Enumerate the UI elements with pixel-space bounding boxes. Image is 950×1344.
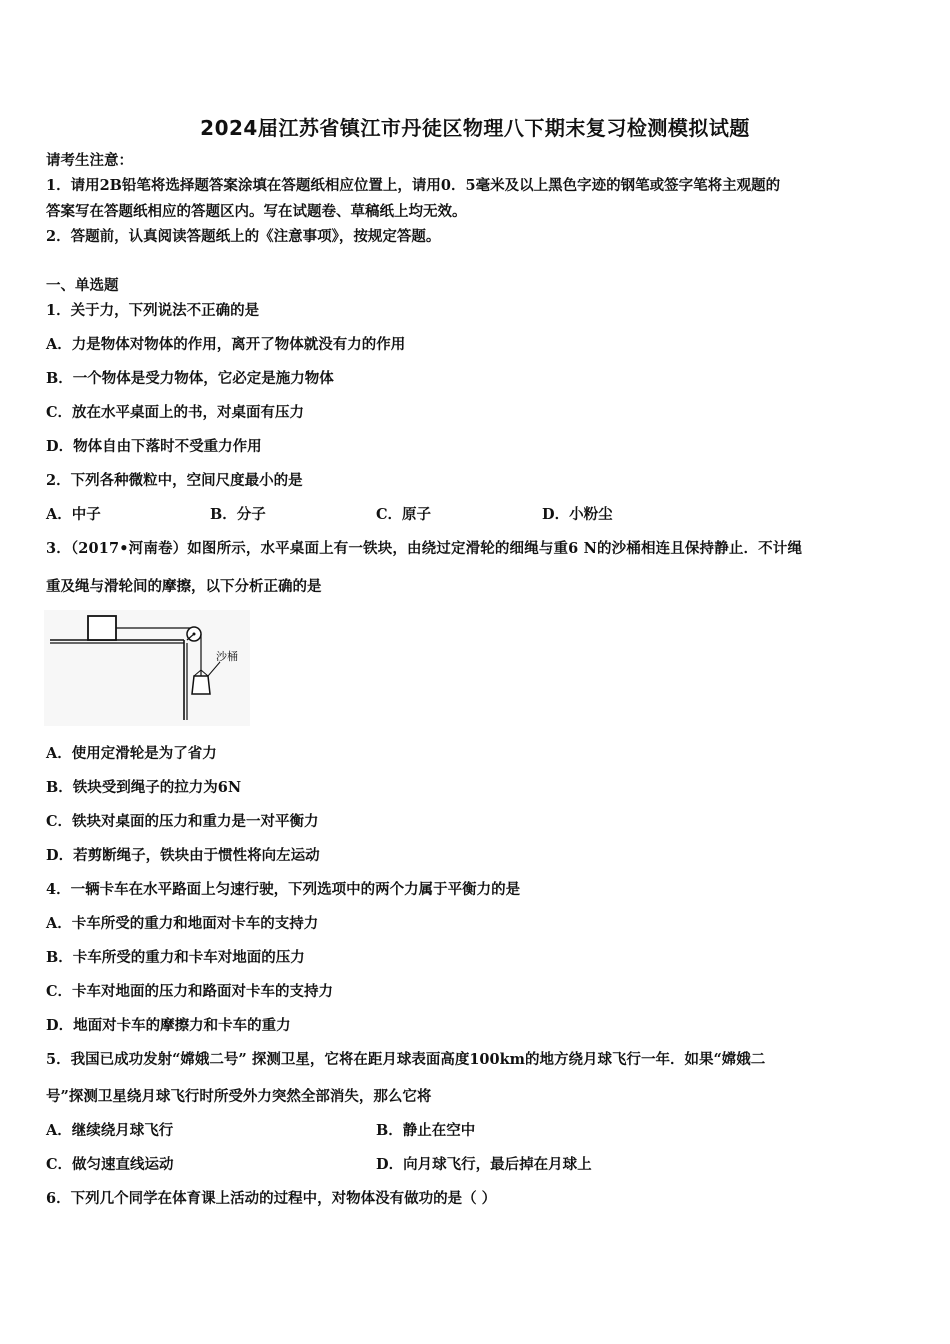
q4-option-b: B．卡车所受的重力和卡车对地面的压力 [46, 949, 305, 966]
q3-option-c: C．铁块对桌面的压力和重力是一对平衡力 [46, 813, 319, 830]
q3-option-a: A．使用定滑轮是为了省力 [46, 745, 217, 762]
q4-option-d: D．地面对卡车的摩擦力和卡车的重力 [46, 1017, 291, 1034]
notice-heading: 请考生注意： [46, 152, 133, 169]
iron-block [88, 616, 116, 640]
q1-stem: 1．关于力，下列说法不正确的是 [46, 302, 260, 319]
q1-option-d: D．物体自由下落时不受重力作用 [46, 438, 262, 455]
q2-option-a: A．中子 [46, 506, 101, 523]
q4-stem: 4．一辆卡车在水平路面上匀速行驶，下列选项中的两个力属于平衡力的是 [46, 881, 521, 898]
q2-stem: 2．下列各种微粒中，空间尺度最小的是 [46, 472, 303, 489]
q2-option-d: D．小粉尘 [542, 506, 613, 523]
q5-option-b: B．静止在空中 [376, 1122, 476, 1139]
q4-option-a: A．卡车所受的重力和地面对卡车的支持力 [46, 915, 319, 932]
notice-item-2: 2．答题前，认真阅读答题纸上的《注意事项》，按规定答题。 [46, 228, 441, 245]
q3-option-b: B．铁块受到绳子的拉力为6N [46, 779, 242, 796]
q3-stem-line-1: 3．（2017•河南卷）如图所示，水平桌面上有一铁块，由绕过定滑轮的细绳与重6 N的沙桶相连且保持静止．不计绳 [46, 540, 803, 557]
q3-stem-line-2: 重及绳与滑轮间的摩擦，以下分析正确的是 [46, 578, 322, 595]
sand-bucket [192, 676, 210, 694]
q5-stem-line-1: 5．我国已成功发射“嫦娥二号” 探测卫星，它将在距月球表面高度100km的地方绕月球飞行一年．如果“嫦娥二 [46, 1051, 766, 1068]
q5-option-c: C．做匀速直线运动 [46, 1156, 174, 1173]
q1-option-c: C．放在水平桌面上的书，对桌面有压力 [46, 404, 305, 421]
q4-option-c: C．卡车对地面的压力和路面对卡车的支持力 [46, 983, 334, 1000]
sand-bucket-label: 沙桶 [216, 650, 238, 663]
q2-option-c: C．原子 [376, 506, 432, 523]
q5-stem-line-2: 号”探测卫星绕月球飞行时所受外力突然全部消失，那么它将 [46, 1088, 432, 1105]
q1-option-a: A．力是物体对物体的作用，离开了物体就没有力的作用 [46, 336, 406, 353]
q3-option-d: D．若剪断绳子，铁块由于惯性将向左运动 [46, 847, 320, 864]
notice-item-1-line-2: 答案写在答题纸相应的答题区内。写在试题卷、草稿纸上均无效。 [46, 203, 467, 220]
q2-option-b: B．分子 [210, 506, 266, 523]
page-title: 2024届江苏省镇江市丹徒区物理八下期末复习检测模拟试题 [200, 116, 750, 140]
q5-option-a: A．继续绕月球飞行 [46, 1122, 174, 1139]
q5-option-d: D．向月球飞行，最后掉在月球上 [376, 1156, 592, 1173]
q1-option-b: B．一个物体是受力物体，它必定是施力物体 [46, 370, 334, 387]
pulley-diagram [44, 610, 250, 726]
section-heading: 一、单选题 [46, 277, 119, 294]
q6-stem: 6．下列几个同学在体育课上活动的过程中，对物体没有做功的是（ ） [46, 1190, 497, 1207]
notice-item-1-line-1: 1．请用2B铅笔将选择题答案涂填在答题纸相应位置上，请用0．5毫米及以上黑色字迹的钢笔或签字笔将主观题的 [46, 177, 781, 194]
